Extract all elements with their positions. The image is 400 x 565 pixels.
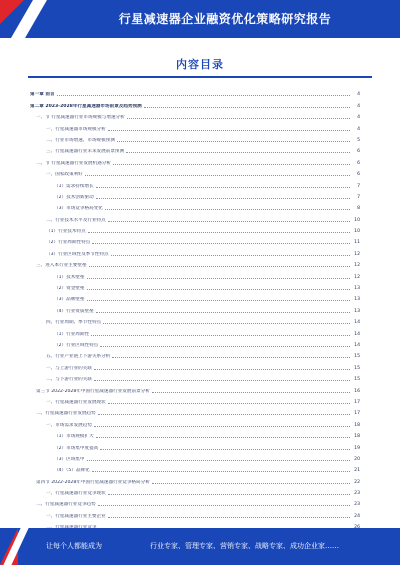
toc-entry-label: （2）技术创新驱动 xyxy=(54,194,94,200)
toc-entry-label: 第四节 2022-2028年中国行星减速器行业竞争格局分析 xyxy=(36,479,150,485)
toc-leader-dots xyxy=(152,392,350,393)
toc-entry-page: 10 xyxy=(354,217,360,223)
toc-leader-dots xyxy=(112,357,350,358)
toc-entry-label: 第三节 2022-2028年中国行星减速器行业发展前景分析 xyxy=(36,388,150,394)
toc-entry-label: （1）技术壁垒 xyxy=(54,274,85,280)
toc-entry[interactable] xyxy=(30,234,360,245)
toc-leader-dots xyxy=(57,95,350,96)
toc-entry-label: （1）行业技术特点 xyxy=(46,229,86,235)
toc-entry-page: 6 xyxy=(357,149,360,155)
toc-entry-label: （1）市场规模扩大 xyxy=(54,434,94,440)
toc-entry-page: 15 xyxy=(354,377,360,383)
toc-entry-label: 四、行业周期、季节性特点 xyxy=(46,320,102,326)
toc-leader-dots xyxy=(111,255,350,256)
toc-entry[interactable] xyxy=(30,302,360,313)
toc-entry-page: 4 xyxy=(357,126,360,132)
toc-entry-label: 一、行星减速器行业主要企业 xyxy=(46,513,106,519)
toc-entry-label: 二、行星减速器行业竞争趋势 xyxy=(36,502,96,508)
toc-entry-label: 一、行星减速器行业发展现状 xyxy=(46,399,106,405)
footer-slogan-roles: 行业专家、管理专家、营销专家、战略专家、成功企业家…… xyxy=(150,542,339,550)
toc-leader-dots xyxy=(92,471,350,472)
toc-entry[interactable] xyxy=(30,485,360,496)
table-of-contents xyxy=(30,86,360,542)
toc-entry-label: （4）行业资质壁垒 xyxy=(54,308,94,314)
toc-entry-page: 15 xyxy=(354,354,360,360)
toc-entry-page: 17 xyxy=(354,411,360,417)
toc-heading-rule xyxy=(28,76,372,78)
toc-leader-dots xyxy=(96,198,350,199)
toc-entry-label: 二、与下游行业的关联 xyxy=(46,377,92,383)
toc-entry[interactable] xyxy=(30,496,360,507)
toc-leader-dots xyxy=(108,130,350,131)
toc-entry-label: 二、行业技术水平及行业特点 xyxy=(46,217,106,223)
toc-leader-dots xyxy=(108,403,350,404)
toc-entry[interactable] xyxy=(30,268,360,279)
toc-leader-dots xyxy=(127,118,350,119)
toc-entry[interactable] xyxy=(30,132,360,143)
toc-leader-dots xyxy=(87,460,351,461)
toc-entry-label: （2）资金壁垒 xyxy=(54,286,85,292)
toc-entry[interactable] xyxy=(30,337,360,348)
toc-entry-page: 19 xyxy=(354,445,360,451)
toc-entry-label: 第二章 2023-2028年行星减速器市场前景及趋势预测 xyxy=(30,103,142,109)
toc-entry[interactable] xyxy=(30,405,360,416)
toc-leader-dots xyxy=(113,164,350,165)
toc-entry[interactable] xyxy=(30,473,360,484)
toc-leader-dots xyxy=(96,437,350,438)
report-title: 行星减速器企业融资优化策略研究报告 xyxy=(118,12,332,26)
toc-entry-label: 三、进入本行业主要壁垒 xyxy=(36,263,87,269)
toc-entry-page: 4 xyxy=(357,115,360,121)
toc-entry[interactable] xyxy=(30,359,360,370)
toc-entry-page: 16 xyxy=(354,388,360,394)
toc-entry-page: 14 xyxy=(354,331,360,337)
toc-leader-dots xyxy=(94,426,350,427)
toc-entry-label: （4）（5）品牌化 xyxy=(54,468,90,474)
toc-entry-page: 14 xyxy=(354,320,360,326)
toc-entry[interactable] xyxy=(30,97,360,108)
toc-leader-dots xyxy=(100,449,350,450)
toc-entry-page: 18 xyxy=(354,434,360,440)
toc-entry-page: 12 xyxy=(354,251,360,257)
toc-entry[interactable] xyxy=(30,382,360,393)
toc-entry[interactable] xyxy=(30,280,360,291)
toc-entry-page: 13 xyxy=(354,286,360,292)
toc-entry[interactable] xyxy=(30,257,360,268)
toc-leader-dots xyxy=(87,278,351,279)
page-footer xyxy=(0,528,400,565)
toc-leader-dots xyxy=(94,369,350,370)
toc-leader-dots xyxy=(126,152,350,153)
toc-entry[interactable] xyxy=(30,291,360,302)
toc-leader-dots xyxy=(117,141,350,142)
toc-heading: 内容目录 xyxy=(176,58,224,71)
toc-entry[interactable] xyxy=(30,462,360,473)
toc-leader-dots xyxy=(105,209,350,210)
toc-entry[interactable] xyxy=(30,394,360,405)
toc-entry-page: 10 xyxy=(354,229,360,235)
toc-leader-dots xyxy=(108,517,350,518)
toc-entry[interactable] xyxy=(30,211,360,222)
toc-entry-page: 13 xyxy=(354,308,360,314)
toc-entry[interactable] xyxy=(30,166,360,177)
toc-entry[interactable] xyxy=(30,143,360,154)
toc-leader-dots xyxy=(98,414,350,415)
toc-entry-page: 11 xyxy=(354,240,360,246)
toc-entry[interactable] xyxy=(30,451,360,462)
toc-leader-dots xyxy=(108,221,350,222)
toc-entry-label: （1）需求持续增长 xyxy=(54,183,94,189)
toc-entry-page: 14 xyxy=(354,342,360,348)
toc-leader-dots xyxy=(87,300,351,301)
toc-entry-label: （3）行业区域性及季节性特点 xyxy=(46,251,109,257)
toc-entry[interactable] xyxy=(30,109,360,120)
toc-entry[interactable] xyxy=(30,507,360,518)
toc-leader-dots xyxy=(85,175,350,176)
toc-entry[interactable] xyxy=(30,428,360,439)
toc-entry-page: 7 xyxy=(357,183,360,189)
toc-entry[interactable] xyxy=(30,154,360,165)
toc-entry-page: 6 xyxy=(357,172,360,178)
toc-entry-label: 一、行星减速器行业竞争现状 xyxy=(46,491,106,497)
toc-entry-page: 23 xyxy=(354,491,360,497)
toc-entry-label: 一、行星减速器市场规模分析 xyxy=(46,126,106,132)
toc-entry[interactable] xyxy=(30,120,360,131)
toc-entry[interactable] xyxy=(30,86,360,97)
toc-entry-label: （3）市场竞争格局变化 xyxy=(54,206,103,212)
toc-entry-label: 三、行星减速器行业未来发展前景预测 xyxy=(46,149,125,155)
toc-entry-label: （3）区域集中 xyxy=(54,456,85,462)
toc-entry-page: 23 xyxy=(354,502,360,508)
toc-entry-label: 第一章 前言 xyxy=(30,92,55,98)
toc-leader-dots xyxy=(98,505,350,506)
toc-leader-dots xyxy=(152,483,350,484)
toc-entry[interactable] xyxy=(30,314,360,325)
toc-entry-page: 21 xyxy=(354,468,360,474)
toc-entry-page: 8 xyxy=(357,206,360,212)
toc-entry-label: 一、节 行星减速器行业市场规模与增速分析 xyxy=(36,115,125,121)
toc-entry-page: 20 xyxy=(354,456,360,462)
toc-leader-dots xyxy=(91,335,350,336)
toc-entry-label: （3）品牌壁垒 xyxy=(54,297,85,303)
toc-entry-page: 17 xyxy=(354,399,360,405)
toc-entry[interactable] xyxy=(30,223,360,234)
toc-leader-dots xyxy=(144,107,350,108)
toc-leader-dots xyxy=(103,323,350,324)
toc-entry-label: 二、节 行星减速器行业发展机遇分析 xyxy=(36,160,111,166)
toc-entry[interactable] xyxy=(30,325,360,336)
toc-entry[interactable] xyxy=(30,348,360,359)
toc-entry-label: 二、行星减速器行业发展趋势 xyxy=(36,411,96,417)
toc-entry-label: 五、行业产业链上下游关系分析 xyxy=(46,354,111,360)
toc-entry[interactable] xyxy=(30,200,360,211)
toc-entry-label: 一、市场需求发展趋势 xyxy=(46,422,92,428)
toc-leader-dots xyxy=(96,312,350,313)
toc-entry-page: 5 xyxy=(357,137,360,143)
toc-leader-dots xyxy=(100,346,350,347)
toc-entry-page: 4 xyxy=(357,92,360,98)
toc-entry[interactable] xyxy=(30,245,360,256)
toc-entry-page: 12 xyxy=(354,274,360,280)
toc-entry[interactable] xyxy=(30,177,360,188)
toc-leader-dots xyxy=(96,187,350,188)
toc-entry[interactable] xyxy=(30,371,360,382)
toc-entry-label: （2）行业区域性特点 xyxy=(54,342,99,348)
toc-leader-dots xyxy=(87,289,351,290)
toc-entry[interactable] xyxy=(30,416,360,427)
toc-entry-page: 6 xyxy=(357,160,360,166)
toc-leader-dots xyxy=(92,243,350,244)
toc-entry-page: 22 xyxy=(354,479,360,485)
toc-entry-label: （1）行业周期性 xyxy=(54,331,90,337)
toc-entry-page: 13 xyxy=(354,297,360,303)
footer-slogan: 让每个人都能成为 xyxy=(46,542,102,550)
toc-entry-page: 12 xyxy=(354,263,360,269)
toc-entry-page: 15 xyxy=(354,365,360,371)
toc-entry-page: 7 xyxy=(357,194,360,200)
toc-entry[interactable] xyxy=(30,439,360,450)
toc-entry-label: （2）市场集中度提高 xyxy=(54,445,99,451)
toc-leader-dots xyxy=(94,380,350,381)
toc-entry-page: 24 xyxy=(354,513,360,519)
toc-leader-dots xyxy=(88,232,350,233)
toc-entry-label: 二、行业市场增速、市场规模预测 xyxy=(46,137,115,143)
toc-entry-label: （2）行业周期性特点 xyxy=(46,240,91,246)
toc-entry-page: 4 xyxy=(357,103,360,109)
toc-entry-page: 18 xyxy=(354,422,360,428)
toc-leader-dots xyxy=(108,494,350,495)
toc-entry-label: 一、与上游行业的关联 xyxy=(46,365,92,371)
page-header xyxy=(0,0,400,38)
toc-entry[interactable] xyxy=(30,189,360,200)
toc-entry-label: 一、国家政策利好 xyxy=(46,172,83,178)
toc-leader-dots xyxy=(89,266,350,267)
